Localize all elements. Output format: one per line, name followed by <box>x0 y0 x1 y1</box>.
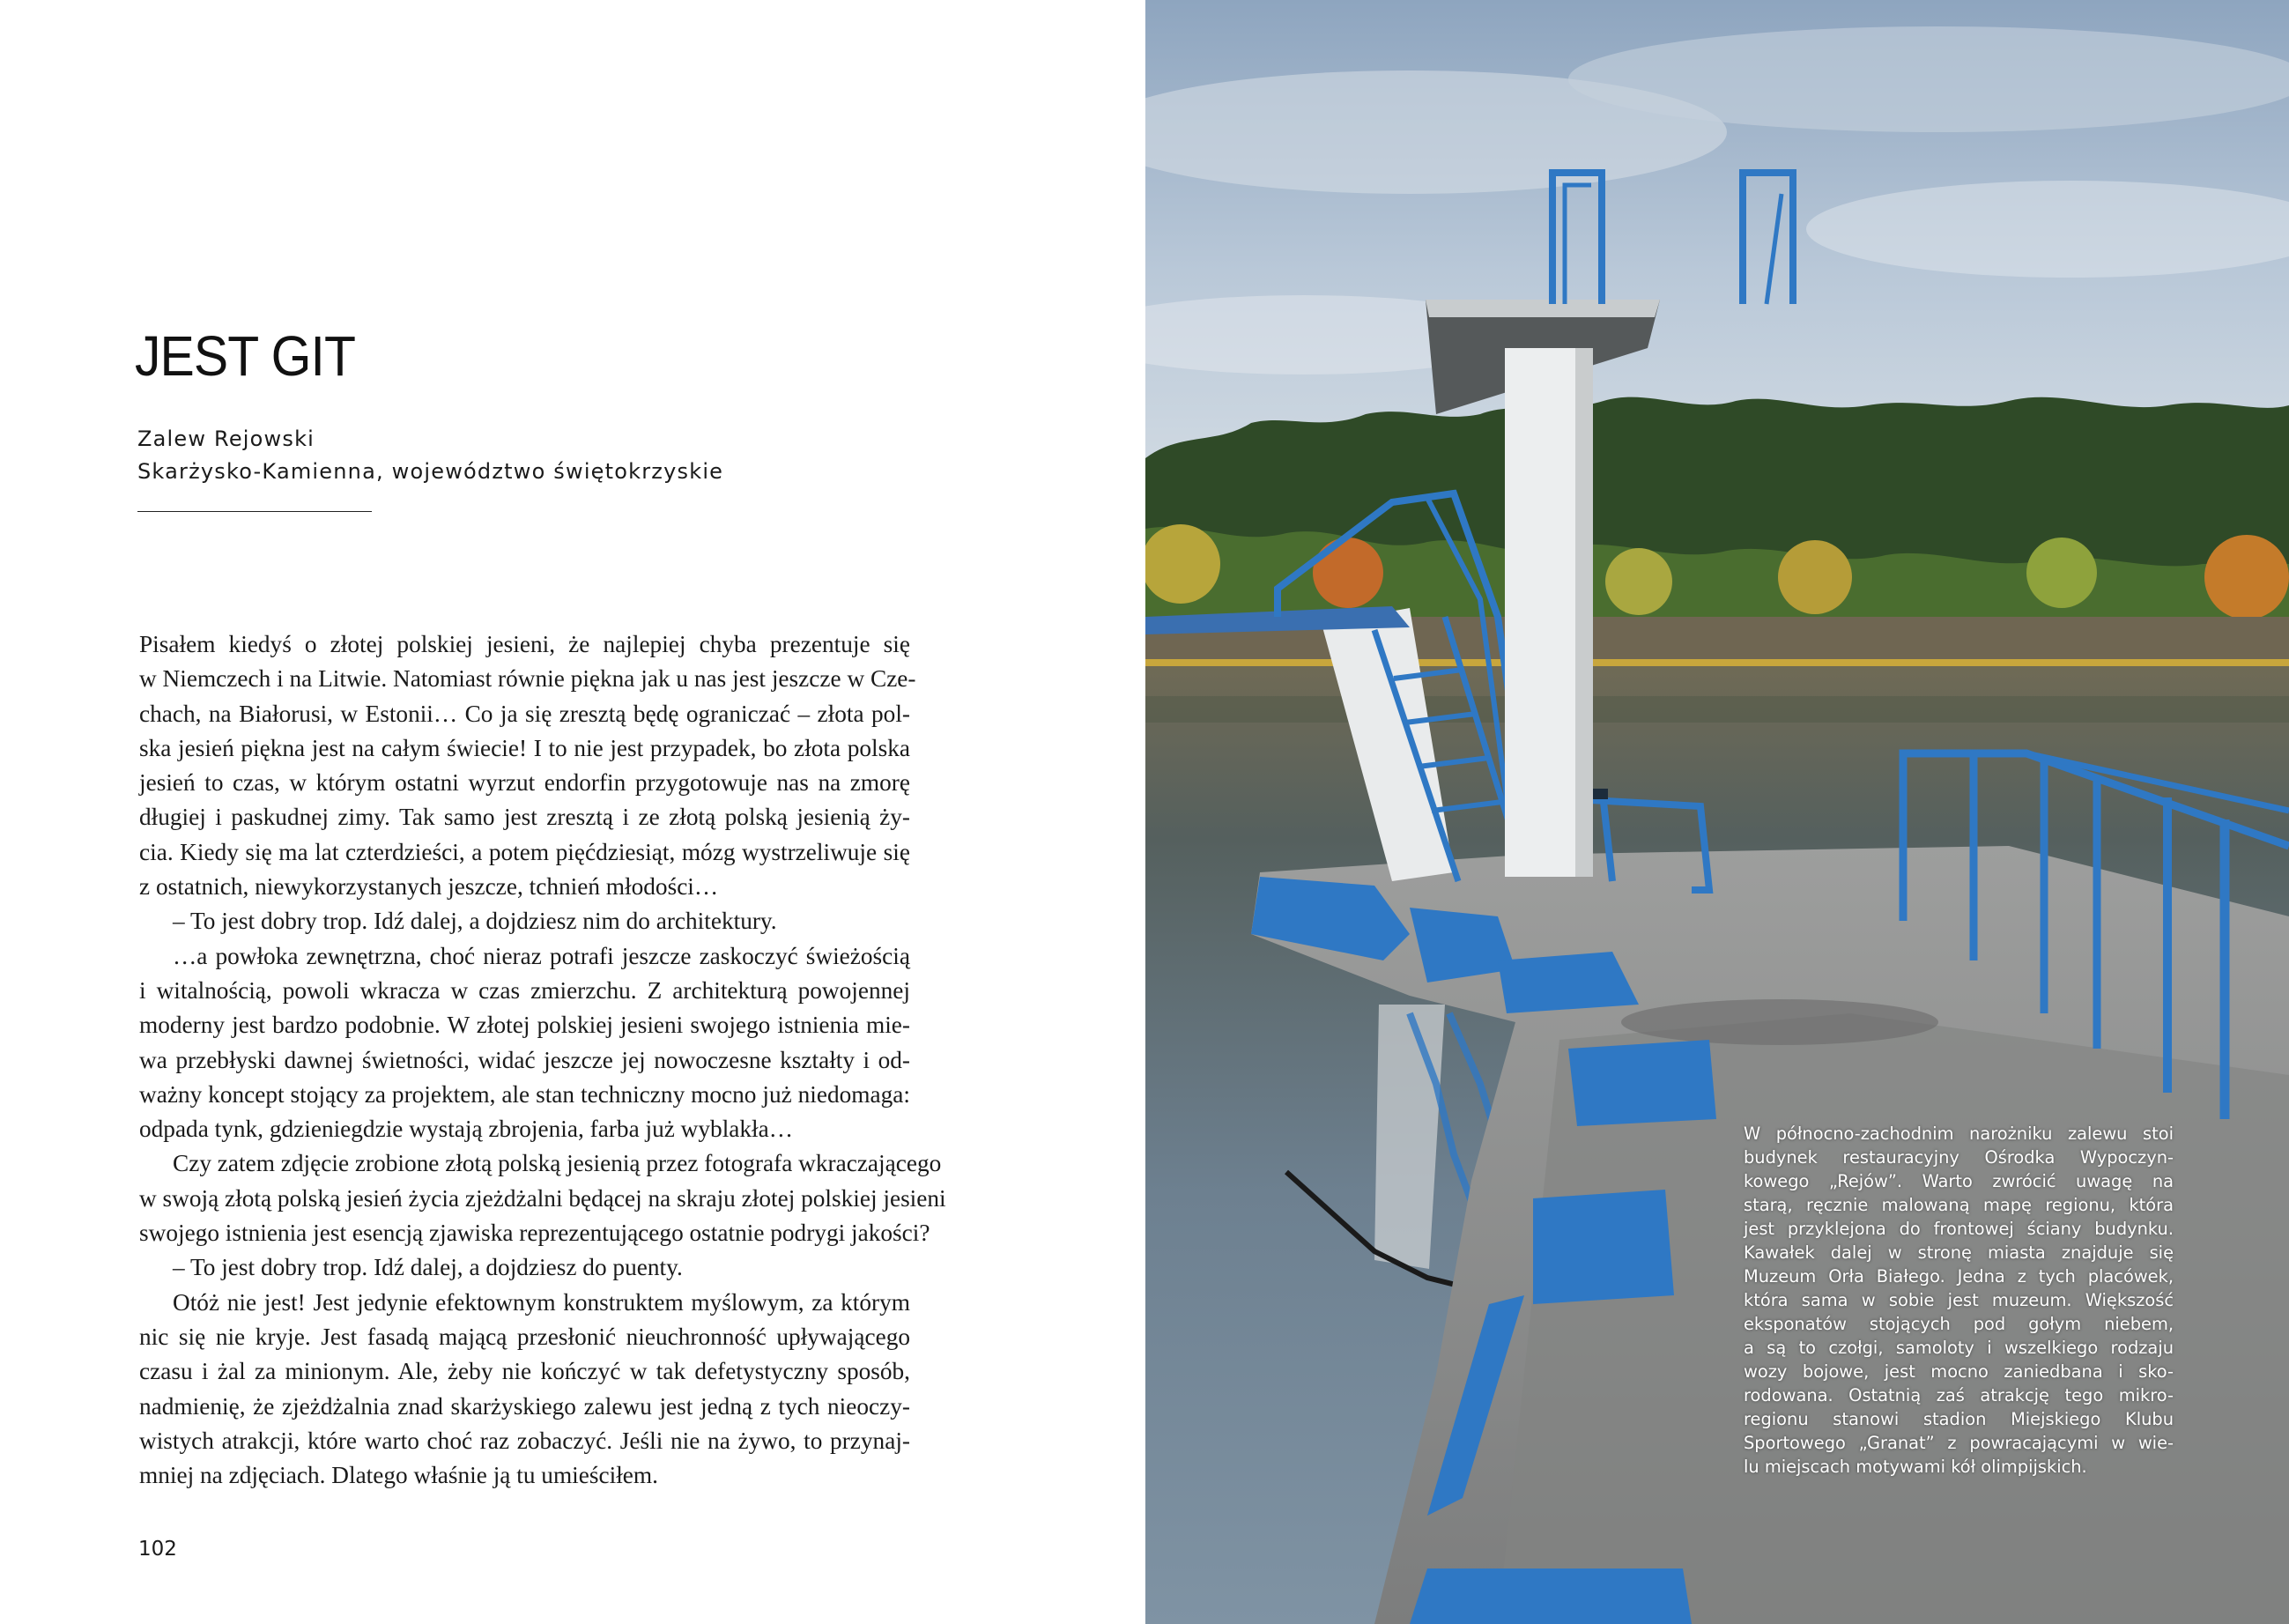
caption-line: regionu stanowi stadion Miejskiego Klubu <box>1744 1409 2174 1429</box>
caption-line: eksponatów stojących pod gołym niebem, <box>1744 1314 2174 1334</box>
body-line: Pisałem kiedyś o złotej polskiej jesieni, że najlepiej chyba prezentuje się <box>139 631 910 657</box>
body-line: cia. Kiedy się ma lat czterdzieści, a potem pięćdziesiąt, mózg wystrzeliwuje się <box>139 838 910 865</box>
page-number: 102 <box>138 1538 177 1561</box>
body-line: – To jest dobry trop. Idź dalej, a dojdziesz nim do architektury. <box>173 908 777 935</box>
body-line: w Niemczech i na Litwie. Natomiast równie piękna jak u nas jest jeszcze w Cze- <box>139 665 916 693</box>
body-line: Otóż nie jest! Jest jedynie efektownym konstruktem myślowym, za którym <box>173 1288 910 1316</box>
body-line: jesień to czas, w którym ostatni wyrzut endorfin przygotowuje nas na zmorę <box>139 769 910 797</box>
location-place: Zalew Rejowski <box>137 426 315 451</box>
body-line: długiej i paskudnej zimy. Tak samo jest zresztą i ze złotą polską jesienią ży- <box>139 804 910 831</box>
body-line: wistych atrakcji, które warto choć raz zobaczyć. Jeśli nie na żywo, to przynaj- <box>139 1427 910 1454</box>
chapter-title: JEST GIT <box>135 324 356 388</box>
location-region: Skarżysko-Kamienna, województwo świętokrzyskie <box>137 459 724 484</box>
body-line: odpada tynk, gdzieniegdzie wystają zbrojenia, farba już wyblakła… <box>139 1116 794 1143</box>
caption-line: Kawałek dalej w stronę miasta znajduje się <box>1744 1242 2174 1263</box>
caption-line: Sportowego „Granat” z powracającymi w wie- <box>1744 1433 2174 1453</box>
caption-line: która sama w sobie jest muzeum. Większość <box>1744 1290 2174 1310</box>
caption-line: Muzeum Orła Białego. Jedna z tych placówek, <box>1744 1266 2174 1287</box>
caption-line: starą, ręcznie malowaną mapę regionu, która <box>1744 1195 2174 1215</box>
body-line: w swoją złotą polską jesień życia zjeżdżalni będącej na skraju złotej polskiej jesieni <box>139 1184 946 1212</box>
body-line: z ostatnich, niewykorzystanych jeszcze, tchnień młodości… <box>139 873 719 901</box>
body-line: swojego istnienia jest esencją zjawiska reprezentującego ostatnie podrygi jakości? <box>139 1220 930 1247</box>
body-line: moderny jest bardzo podobnie. W złotej polskiej jesieni swojego istnienia mie- <box>139 1012 910 1039</box>
caption-line: wozy bojowe, jest mocno zaniedbana i sko- <box>1744 1361 2174 1382</box>
body-line: nadmienię, że zjeżdżalnia znad skarżyskiego zalewu jest jedną z tych nieoczy- <box>139 1392 910 1420</box>
body-line: – To jest dobry trop. Idź dalej, a dojdziesz do puenty. <box>173 1254 683 1281</box>
body-line: mniej na zdjęciach. Dlatego właśnie ją tu umieściłem. <box>139 1462 658 1489</box>
body-line: chach, na Białorusi, w Estonii… Co ja się zresztą będę ograniczać – złota pol- <box>139 700 910 727</box>
caption-line: a są to czołgi, samoloty i wszelkiego rodzaju <box>1744 1338 2174 1358</box>
caption-line: jest przyklejona do frontowej ściany budynku. <box>1744 1219 2174 1239</box>
body-line: nic się nie kryje. Jest fasadą mającą przesłonić nieuchronność upływającego <box>139 1323 910 1350</box>
body-line: Czy zatem zdjęcie zrobione złotą polską jesienią przez fotografa wkraczającego <box>173 1150 942 1177</box>
photo-caption <box>1744 1122 2174 1479</box>
title-divider <box>137 511 372 512</box>
body-line: ska jesień piękna jest na całym świecie! I to nie jest przypadek, bo złota polska <box>139 734 910 761</box>
body-line: ważny koncept stojący za projektem, ale stan techniczny mocno już niedomaga: <box>139 1080 910 1108</box>
body-line: wa przebłyski dawnej świetności, widać jeszcze jej nowoczesne kształty i od- <box>139 1046 910 1073</box>
body-line: czasu i żal za minionym. Ale, żeby nie kończyć w tak defetystyczny sposób, <box>139 1358 910 1385</box>
body-text <box>139 627 946 1493</box>
caption-line: lu miejscach motywami kół olimpijskich. <box>1744 1457 2087 1477</box>
caption-line: kowego „Rejów”. Warto zwrócić uwagę na <box>1744 1171 2174 1191</box>
caption-line: rodowana. Ostatnią zaś atrakcję tego mikro- <box>1744 1385 2174 1405</box>
body-line: …a powłoka zewnętrzna, choć nieraz potrafi jeszcze zaskoczyć świeżością <box>173 942 910 969</box>
caption-line: W północno-zachodnim narożniku zalewu stoi <box>1744 1123 2174 1144</box>
caption-line: budynek restauracyjny Ośrodka Wypoczyn- <box>1744 1147 2174 1168</box>
body-line: i witalnością, powoli wkracza w czas zmierzchu. Z architekturą powojennej <box>139 976 910 1004</box>
